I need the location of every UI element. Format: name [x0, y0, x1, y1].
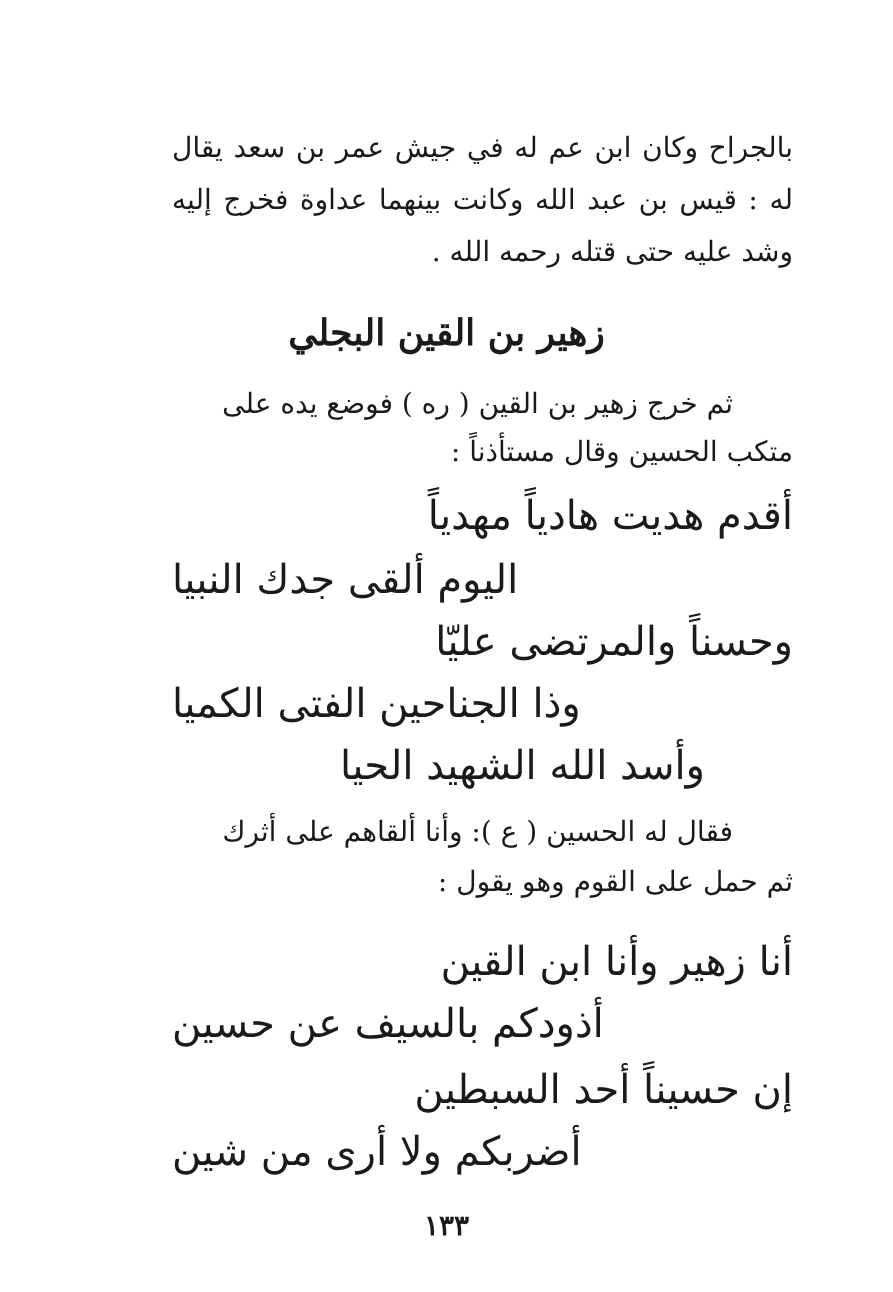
poem2-verse-1: أنا زهير وأنا ابن القين — [440, 939, 793, 985]
poem1-verse-3: وحسناً والمرتضى عليّا — [435, 619, 793, 665]
poem2-verse-4: أضربكم ولا أرى من شين — [172, 1129, 582, 1175]
section-title: زهير بن القين البجلي — [288, 312, 605, 354]
intro-line-3: وشد عليه حتى قتله رحمه الله . — [431, 235, 793, 268]
intro-line-1: بالجراح وكان ابن عم له في جيش عمر بن سعد يقال — [172, 131, 793, 164]
poem2-verse-2: أذودكم بالسيف عن حسين — [172, 1001, 604, 1047]
paragraph-line-1: ثم خرج زهير بن القين ( ره ) فوضع يده على — [222, 387, 733, 420]
paragraph-line-2: متكب الحسين وقال مستأذناً : — [450, 435, 793, 468]
poem1-verse-1: أقدم هديت هادياً مهدياً — [427, 493, 793, 539]
poem1-verse-4: وذا الجناحين الفتى الكميا — [172, 681, 581, 727]
paragraph2-line-2: ثم حمل على القوم وهو يقول : — [437, 865, 793, 898]
paragraph2-line-1: فقال له الحسين ( ع ): وأنا ألقاهم على أثرك — [222, 815, 733, 848]
page-number: ١٣٣ — [423, 1209, 470, 1242]
poem2-verse-3: إن حسيناً أحد السبطين — [414, 1067, 793, 1113]
poem1-verse-2: اليوم ألقى جدك النبيا — [172, 557, 519, 603]
intro-line-2: له : قيس بن عبد الله وكانت بينهما عداوة فخرج إليه — [172, 183, 793, 216]
poem1-verse-5: وأسد الله الشهيد الحيا — [340, 743, 705, 789]
